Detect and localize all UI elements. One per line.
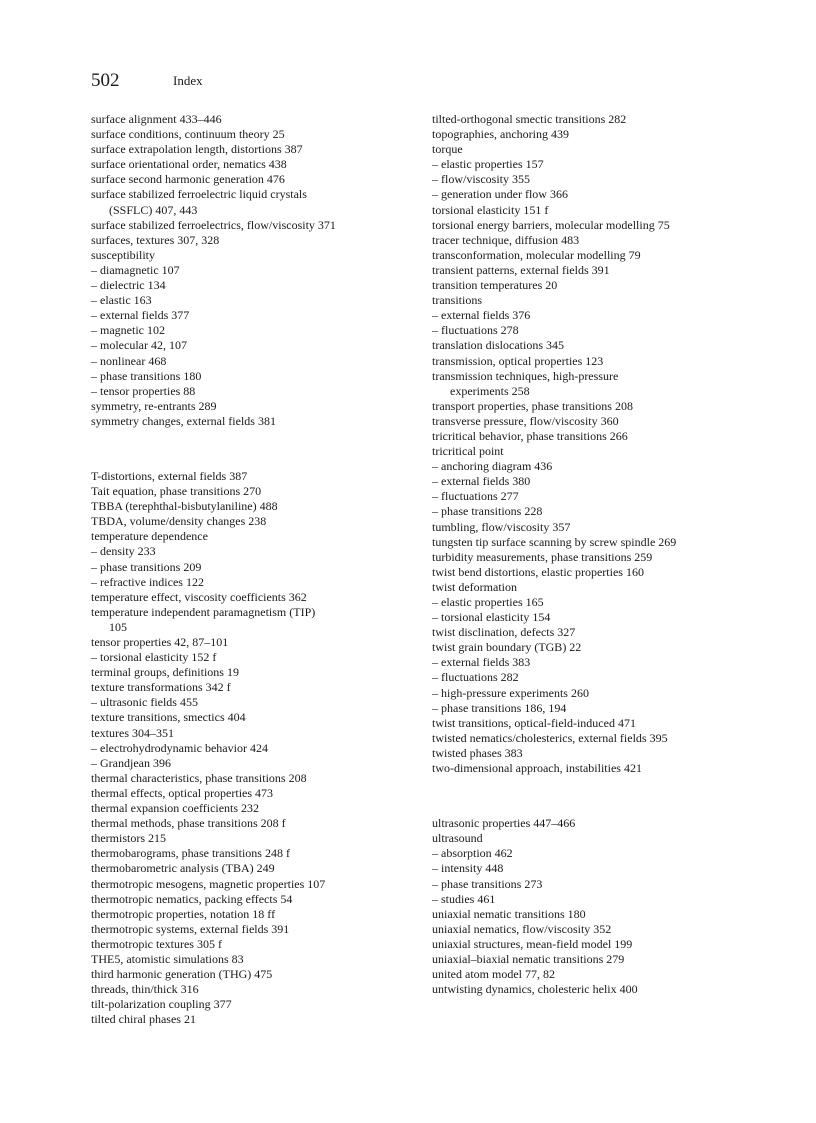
index-subentry: – dielectric 134 bbox=[91, 278, 166, 293]
index-entry: twist bend distortions, elastic properties 160 bbox=[432, 564, 644, 579]
index-entry: surface stabilized ferroelectric liquid crystals bbox=[91, 187, 307, 202]
index-subentry: – phase transitions 209 bbox=[91, 559, 202, 574]
index-subentry: – studies 461 bbox=[432, 891, 496, 906]
index-entry: uniaxial nematics, flow/viscosity 352 bbox=[432, 921, 612, 936]
index-entry: torsional elasticity 151 f bbox=[432, 202, 549, 217]
index-subentry: – external fields 380 bbox=[432, 474, 531, 489]
index-entry: uniaxial structures, mean-field model 199 bbox=[432, 936, 633, 951]
index-entry: transient patterns, external fields 391 bbox=[432, 262, 610, 277]
index-subentry: – nonlinear 468 bbox=[91, 353, 167, 368]
index-entry: surface orientational order, nematics 438 bbox=[91, 157, 287, 172]
index-subentry: – tensor properties 88 bbox=[91, 383, 196, 398]
index-entry: temperature effect, viscosity coefficients 362 bbox=[91, 589, 307, 604]
index-entry: translation dislocations 345 bbox=[432, 338, 564, 353]
index-column-left bbox=[91, 112, 413, 1027]
index-entry: thermal methods, phase transitions 208 f bbox=[91, 816, 286, 831]
index-entry: T-distortions, external fields 387 bbox=[91, 468, 248, 483]
index-entry: surface second harmonic generation 476 bbox=[91, 172, 285, 187]
index-entry: tilt-polarization coupling 377 bbox=[91, 997, 232, 1012]
index-entry: uniaxial–biaxial nematic transitions 279 bbox=[432, 951, 625, 966]
index-entry: texture transitions, smectics 404 bbox=[91, 710, 246, 725]
index-entry: two-dimensional approach, instabilities 421 bbox=[432, 761, 642, 776]
index-entry: ultrasonic properties 447–466 bbox=[432, 816, 576, 831]
index-entry: transition temperatures 20 bbox=[432, 278, 558, 293]
running-head: Index bbox=[173, 73, 203, 88]
index-entry: uniaxial nematic transitions 180 bbox=[432, 906, 586, 921]
index-entry: thermotropic systems, external fields 391 bbox=[91, 921, 290, 936]
index-subentry: – fluctuations 277 bbox=[432, 489, 519, 504]
index-subentry: – density 233 bbox=[91, 544, 156, 559]
index-entry: tricritical point bbox=[432, 444, 504, 459]
index-subentry: – generation under flow 366 bbox=[432, 187, 568, 202]
index-entry: textures 304–351 bbox=[91, 725, 174, 740]
index-entry: transmission, optical properties 123 bbox=[432, 353, 604, 368]
index-subentry: – external fields 383 bbox=[432, 655, 531, 670]
index-subentry: – torsional elasticity 152 f bbox=[91, 650, 217, 665]
index-entry: twist transitions, optical-field-induced 471 bbox=[432, 715, 636, 730]
section-gap bbox=[91, 429, 413, 469]
index-subentry: – molecular 42, 107 bbox=[91, 338, 187, 353]
index-subentry: – anchoring diagram 436 bbox=[432, 459, 553, 474]
index-entry: third harmonic generation (THG) 475 bbox=[91, 967, 273, 982]
index-subentry: – elastic properties 157 bbox=[432, 157, 544, 172]
index-subentry: – elastic 163 bbox=[91, 293, 152, 308]
index-subentry: – intensity 448 bbox=[432, 861, 504, 876]
index-subentry: – external fields 377 bbox=[91, 308, 190, 323]
index-entry: susceptibility bbox=[91, 247, 155, 262]
index-entry: thermal expansion coefficients 232 bbox=[91, 801, 260, 816]
index-subentry: – diamagnetic 107 bbox=[91, 262, 180, 277]
index-entry: thermistors 215 bbox=[91, 831, 166, 846]
index-entry: thermotropic nematics, packing effects 54 bbox=[91, 891, 293, 906]
index-subentry: – Grandjean 396 bbox=[91, 755, 171, 770]
index-subentry: – flow/viscosity 355 bbox=[432, 172, 530, 187]
page-number: 502 bbox=[91, 70, 120, 91]
index-entry: thermal characteristics, phase transitions 208 bbox=[91, 770, 307, 785]
index-entry: transmission techniques, high-pressure bbox=[432, 368, 619, 383]
index-subentry: – elastic properties 165 bbox=[432, 595, 544, 609]
index-entry: surface alignment 433–446 bbox=[91, 112, 222, 126]
index-subentry: – phase transitions 186, 194 bbox=[432, 700, 567, 715]
index-entry: twist deformation bbox=[432, 579, 517, 594]
index-subentry: – torsional elasticity 154 bbox=[432, 610, 551, 625]
index-subentry: – fluctuations 278 bbox=[432, 323, 519, 338]
index-entry: threads, thin/thick 316 bbox=[91, 982, 199, 997]
index-entry: untwisting dynamics, cholesteric helix 400 bbox=[432, 982, 638, 997]
index-subentry: – phase transitions 228 bbox=[432, 504, 543, 519]
index-entry: TBDA, volume/density changes 238 bbox=[91, 514, 267, 529]
index-entry: topographies, anchoring 439 bbox=[432, 127, 569, 142]
index-entry: tumbling, flow/viscosity 357 bbox=[432, 519, 571, 534]
index-column-right bbox=[432, 112, 732, 997]
index-entry: temperature dependence bbox=[91, 529, 208, 544]
index-entry: surface stabilized ferroelectrics, flow/viscosity 371 bbox=[91, 217, 336, 232]
section-gap bbox=[432, 776, 732, 816]
index-entry: tricritical behavior, phase transitions 266 bbox=[432, 428, 628, 443]
index-entry: torque bbox=[432, 142, 463, 157]
index-entry: surface conditions, continuum theory 25 bbox=[91, 127, 285, 142]
index-entry: symmetry, re-entrants 289 bbox=[91, 398, 217, 413]
index-entry: tracer technique, diffusion 483 bbox=[432, 232, 580, 247]
index-entry: texture transformations 342 f bbox=[91, 680, 231, 695]
index-subentry: – phase transitions 180 bbox=[91, 368, 202, 383]
index-entry: terminal groups, definitions 19 bbox=[91, 665, 239, 680]
index-entry: torsional energy barriers, molecular modelling 75 bbox=[432, 217, 670, 232]
index-entry: transconformation, molecular modelling 79 bbox=[432, 247, 641, 262]
index-entry: turbidity measurements, phase transitions 259 bbox=[432, 549, 653, 564]
index-subentry: – electrohydrodynamic behavior 424 bbox=[91, 740, 268, 755]
index-entry: tilted-orthogonal smectic transitions 282 bbox=[432, 112, 627, 126]
index-entry: transverse pressure, flow/viscosity 360 bbox=[432, 413, 619, 428]
index-subentry: – phase transitions 273 bbox=[432, 876, 543, 891]
index-entry: thermobarometric analysis (TBA) 249 bbox=[91, 861, 275, 876]
index-entry: thermotropic properties, notation 18 ff bbox=[91, 906, 276, 921]
index-subentry: – absorption 462 bbox=[432, 846, 513, 861]
index-subentry: – ultrasonic fields 455 bbox=[91, 695, 198, 710]
index-entry: THE5, atomistic simulations 83 bbox=[91, 951, 244, 966]
index-entry: surfaces, textures 307, 328 bbox=[91, 232, 220, 247]
index-entry: twisted phases 383 bbox=[432, 745, 523, 760]
index-entry: united atom model 77, 82 bbox=[432, 967, 555, 982]
index-entry: thermobarograms, phase transitions 248 f bbox=[91, 846, 290, 861]
index-entry: twist grain boundary (TGB) 22 bbox=[432, 640, 582, 655]
index-subentry: – external fields 376 bbox=[432, 308, 531, 323]
index-entry: TBBA (terephthal-bisbutylaniline) 488 bbox=[91, 499, 278, 514]
index-entry: Tait equation, phase transitions 270 bbox=[91, 484, 262, 499]
index-subentry: – refractive indices 122 bbox=[91, 574, 204, 589]
index-subentry: – magnetic 102 bbox=[91, 323, 165, 338]
index-entry: tungsten tip surface scanning by screw spindle 269 bbox=[432, 534, 677, 549]
index-entry: transitions bbox=[432, 293, 482, 308]
index-entry-continuation: experiments 258 bbox=[450, 383, 530, 398]
index-entry-continuation: 105 bbox=[109, 619, 127, 634]
index-entry: twist disclination, defects 327 bbox=[432, 625, 576, 640]
index-entry: thermal effects, optical properties 473 bbox=[91, 785, 274, 800]
index-entry: tilted chiral phases 21 bbox=[91, 1012, 196, 1027]
index-entry: symmetry changes, external fields 381 bbox=[91, 413, 276, 428]
index-entry: surface extrapolation length, distortions 387 bbox=[91, 142, 303, 157]
index-entry-continuation: (SSFLC) 407, 443 bbox=[109, 202, 198, 217]
index-subentry: – high-pressure experiments 260 bbox=[432, 685, 589, 700]
index-entry: ultrasound bbox=[432, 831, 483, 846]
index-subentry: – fluctuations 282 bbox=[432, 670, 519, 685]
index-entry: twisted nematics/cholesterics, external fields 395 bbox=[432, 730, 668, 745]
index-entry: tensor properties 42, 87–101 bbox=[91, 635, 229, 649]
index-entry: transport properties, phase transitions 208 bbox=[432, 398, 633, 413]
index-entry: thermotropic mesogens, magnetic properties 107 bbox=[91, 876, 326, 891]
index-entry: thermotropic textures 305 f bbox=[91, 936, 222, 951]
index-entry: temperature independent paramagnetism (TIP) bbox=[91, 604, 316, 619]
